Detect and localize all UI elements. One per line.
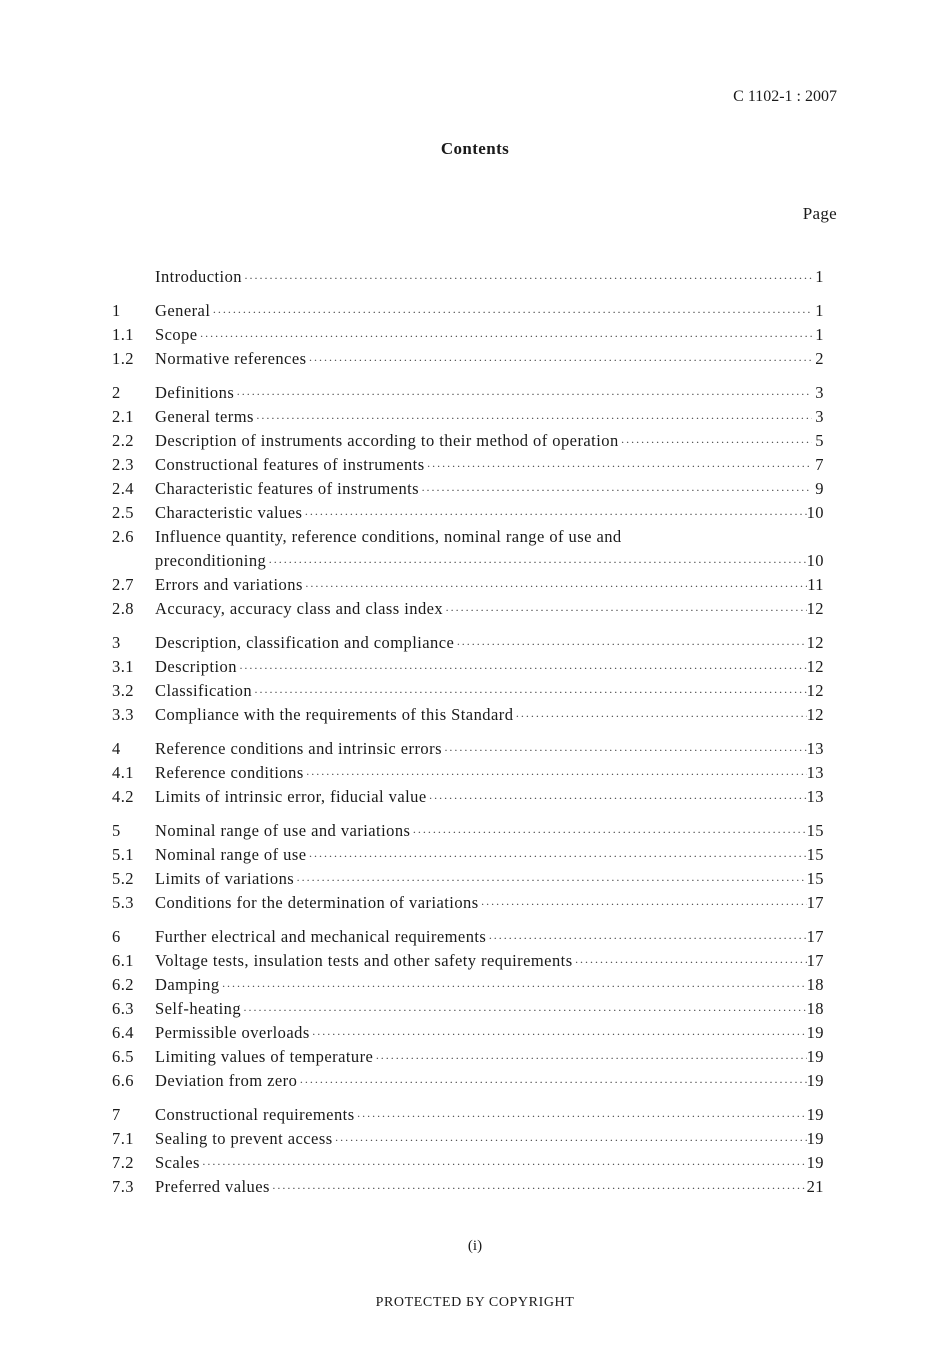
toc-entry-title: Nominal range of use (155, 845, 307, 864)
toc-entry[interactable] (112, 1069, 824, 1093)
toc-entry-number: 6.5 (112, 1047, 134, 1066)
toc-entry-title: Characteristic values (155, 503, 303, 522)
standard-id: C 1102-1 : 2007 (733, 88, 837, 105)
toc-entry[interactable] (112, 843, 824, 867)
toc-entry-page: 15 (806, 821, 824, 840)
toc-entry-number: 1.2 (112, 349, 134, 368)
dot-leader (307, 844, 807, 868)
toc-entry-title: Accuracy, accuracy class and class index (155, 599, 444, 618)
toc-entry-number: 7 (112, 1105, 121, 1124)
dot-leader (297, 1070, 806, 1094)
toc-entry-number: 5.1 (112, 845, 134, 864)
toc-entry-page: 19 (806, 1105, 824, 1124)
dot-leader (425, 454, 812, 478)
toc-entry-title: Definitions (155, 383, 235, 402)
toc-entry-title: General terms (155, 407, 254, 426)
toc-entry-title: General (155, 301, 211, 320)
toc-entry-number: 2 (112, 383, 121, 402)
dot-leader (252, 680, 807, 704)
toc-entry[interactable] (112, 549, 824, 573)
toc-entry-title: Description of instruments according to their method of operation (155, 431, 619, 450)
toc-entry-page: 15 (806, 869, 824, 888)
dot-leader (373, 1046, 806, 1070)
toc-entry-number: 6.1 (112, 951, 134, 970)
toc-entry-page: 12 (806, 633, 824, 652)
toc-entry[interactable] (112, 347, 824, 371)
toc-entry[interactable] (112, 925, 824, 949)
toc-entry-title: Permissible overloads (155, 1023, 310, 1042)
toc-entry-title: Constructional features of instruments (155, 455, 425, 474)
toc-entry[interactable] (112, 785, 824, 809)
toc-entry-title: Influence quantity, reference conditions, nominal range of use and (155, 527, 622, 546)
toc-entry-title: Nominal range of use and variations (155, 821, 411, 840)
toc-entry[interactable] (112, 949, 824, 973)
toc-entry[interactable] (112, 631, 824, 655)
toc-entry[interactable] (112, 573, 824, 597)
toc-entry[interactable] (112, 867, 824, 891)
toc-entry[interactable] (112, 525, 824, 549)
toc-entry[interactable] (112, 265, 824, 289)
toc-entry[interactable] (112, 323, 824, 347)
dot-leader (200, 1152, 807, 1176)
toc-entry-number: 4 (112, 739, 121, 758)
dot-leader (210, 300, 812, 324)
toc-entry[interactable] (112, 761, 824, 785)
toc-entry-title: Scope (155, 325, 198, 344)
toc-entry[interactable] (112, 1175, 824, 1199)
dot-leader (304, 762, 807, 786)
toc-entry-number: 2.6 (112, 527, 134, 546)
toc-entry[interactable] (112, 453, 824, 477)
toc-entry-title: Description, classification and compliance (155, 633, 455, 652)
toc-entry-page: 19 (806, 1047, 824, 1066)
dot-leader (443, 598, 806, 622)
copyright-footer: PROTECTED БY COPYRIGHT (375, 1295, 575, 1310)
toc-entry-number: 3.2 (112, 681, 134, 700)
dot-leader (454, 632, 806, 656)
toc-entry-number: 2.3 (112, 455, 134, 474)
toc-entry-title: Preferred values (155, 1177, 270, 1196)
toc-entry[interactable] (112, 819, 824, 843)
dot-leader (266, 550, 806, 574)
toc-entry[interactable] (112, 1103, 824, 1127)
toc-entry-number: 5.3 (112, 893, 134, 912)
table-of-contents (112, 265, 824, 1199)
toc-entry-title: Normative references (155, 349, 307, 368)
toc-entry-page: 13 (806, 739, 824, 758)
toc-entry-number: 6.6 (112, 1071, 134, 1090)
toc-entry-number: 5.2 (112, 869, 134, 888)
toc-entry-page: 12 (806, 681, 824, 700)
dot-leader (427, 786, 807, 810)
toc-entry[interactable] (112, 429, 824, 453)
toc-entry-page: 11 (807, 575, 824, 594)
toc-entry-number: 2.5 (112, 503, 134, 522)
dot-leader (573, 950, 807, 974)
toc-entry-page: 15 (806, 845, 824, 864)
toc-entry-title: Limits of intrinsic error, fiducial value (155, 787, 427, 806)
toc-entry[interactable] (112, 997, 824, 1021)
toc-entry[interactable] (112, 405, 824, 429)
dot-leader (270, 1176, 807, 1200)
dot-leader (220, 974, 807, 998)
toc-entry[interactable] (112, 381, 824, 405)
toc-entry-title: Description (155, 657, 237, 676)
page-folio: (i) (467, 1238, 483, 1254)
toc-entry-number: 3.3 (112, 705, 134, 724)
toc-entry-page: 13 (806, 787, 824, 806)
toc-entry-page: 1 (815, 267, 824, 286)
toc-entry-number: 4.1 (112, 763, 134, 782)
page-column-label: Page (802, 204, 837, 223)
toc-entry-number: 2.7 (112, 575, 134, 594)
dot-leader (242, 266, 812, 290)
toc-entry-number: 2.8 (112, 599, 134, 618)
toc-entry[interactable] (112, 973, 824, 997)
dot-leader (355, 1104, 807, 1128)
toc-entry-page: 3 (815, 407, 824, 426)
toc-entry-title: Introduction (155, 267, 242, 286)
toc-entry-title: Sealing to prevent access (155, 1129, 333, 1148)
toc-entry-page: 18 (806, 999, 824, 1018)
toc-entry-number: 1.1 (112, 325, 134, 344)
toc-entry[interactable] (112, 1127, 824, 1151)
toc-entry-title: Reference conditions and intrinsic errors (155, 739, 442, 758)
dot-leader (419, 478, 812, 502)
toc-entry-number: 7.2 (112, 1153, 134, 1172)
toc-entry-title: Errors and variations (155, 575, 303, 594)
dot-leader (294, 868, 806, 892)
toc-entry-page: 1 (815, 301, 824, 320)
dot-leader (410, 820, 806, 844)
toc-entry-title: preconditioning (155, 551, 267, 570)
toc-entry[interactable] (112, 655, 824, 679)
toc-entry-page: 10 (806, 503, 824, 522)
toc-entry-title: Deviation from zero (155, 1071, 298, 1090)
dot-leader (254, 406, 812, 430)
toc-entry-title: Damping (155, 975, 220, 994)
toc-entry-page: 12 (806, 657, 824, 676)
toc-entry-number: 1 (112, 301, 121, 320)
toc-entry-page: 12 (806, 705, 824, 724)
toc-entry-title: Scales (155, 1153, 200, 1172)
toc-entry-page: 2 (815, 349, 824, 368)
toc-entry-title: Classification (155, 681, 253, 700)
toc-entry[interactable] (112, 1151, 824, 1175)
toc-entry-title: Constructional requirements (155, 1105, 355, 1124)
dot-leader (198, 324, 812, 348)
toc-entry-page: 19 (806, 1129, 824, 1148)
dot-leader (306, 348, 812, 372)
toc-entry-page: 19 (806, 1071, 824, 1090)
toc-entry-page: 19 (806, 1023, 824, 1042)
page-title: Contents (440, 139, 510, 158)
toc-entry-page: 17 (806, 893, 824, 912)
toc-entry-page: 1 (815, 325, 824, 344)
toc-entry-number: 7.1 (112, 1129, 134, 1148)
toc-entry-number: 3.1 (112, 657, 134, 676)
dot-leader (479, 892, 807, 916)
toc-entry-page: 7 (815, 455, 824, 474)
dot-leader (486, 926, 806, 950)
toc-entry-page: 5 (815, 431, 824, 450)
toc-entry-number: 6.3 (112, 999, 134, 1018)
toc-entry[interactable] (112, 703, 824, 727)
toc-entry-number: 3 (112, 633, 121, 652)
toc-entry-title: Limiting values of temperature (155, 1047, 374, 1066)
dot-leader (241, 998, 807, 1022)
dot-leader (302, 502, 806, 526)
toc-entry[interactable] (112, 477, 824, 501)
dot-leader (442, 738, 807, 762)
toc-entry-page: 10 (806, 551, 824, 570)
toc-entry[interactable] (112, 891, 824, 915)
toc-entry-number: 6 (112, 927, 121, 946)
toc-entry[interactable] (112, 679, 824, 703)
toc-entry-number: 7.3 (112, 1177, 134, 1196)
dot-leader (333, 1128, 807, 1152)
toc-entry-title: Compliance with the requirements of this Standard (155, 705, 514, 724)
toc-entry-page: 17 (806, 927, 824, 946)
toc-entry-page: 18 (806, 975, 824, 994)
toc-entry-page: 3 (815, 383, 824, 402)
dot-leader (303, 574, 807, 598)
dot-leader (237, 656, 807, 680)
toc-entry[interactable] (112, 1045, 824, 1069)
toc-entry-title: Voltage tests, insulation tests and other safety requirements (155, 951, 573, 970)
toc-entry-number: 4.2 (112, 787, 134, 806)
toc-entry-page: 12 (806, 599, 824, 618)
toc-entry-page: 17 (806, 951, 824, 970)
dot-leader (619, 430, 812, 454)
toc-entry-number: 2.2 (112, 431, 134, 450)
toc-entry-title: Characteristic features of instruments (155, 479, 420, 498)
toc-entry[interactable] (112, 1021, 824, 1045)
toc-entry-page: 19 (806, 1153, 824, 1172)
dot-leader (310, 1022, 807, 1046)
toc-entry-title: Self-heating (155, 999, 242, 1018)
toc-entry-number: 6.2 (112, 975, 134, 994)
dot-leader (234, 382, 812, 406)
toc-entry-number: 5 (112, 821, 121, 840)
dot-leader (513, 704, 806, 728)
toc-entry[interactable] (112, 737, 824, 761)
toc-entry-title: Further electrical and mechanical requirements (155, 927, 487, 946)
toc-entry-title: Conditions for the determination of variations (155, 893, 479, 912)
toc-entry-number: 6.4 (112, 1023, 134, 1042)
toc-entry-page: 13 (806, 763, 824, 782)
toc-entry[interactable] (112, 597, 824, 621)
toc-entry-number: 2.1 (112, 407, 134, 426)
toc-entry-title: Reference conditions (155, 763, 304, 782)
toc-entry[interactable] (112, 501, 824, 525)
toc-entry-title: Limits of variations (155, 869, 295, 888)
toc-entry-page: 21 (806, 1177, 824, 1196)
toc-entry-page: 9 (815, 479, 824, 498)
toc-entry[interactable] (112, 299, 824, 323)
toc-entry-number: 2.4 (112, 479, 134, 498)
